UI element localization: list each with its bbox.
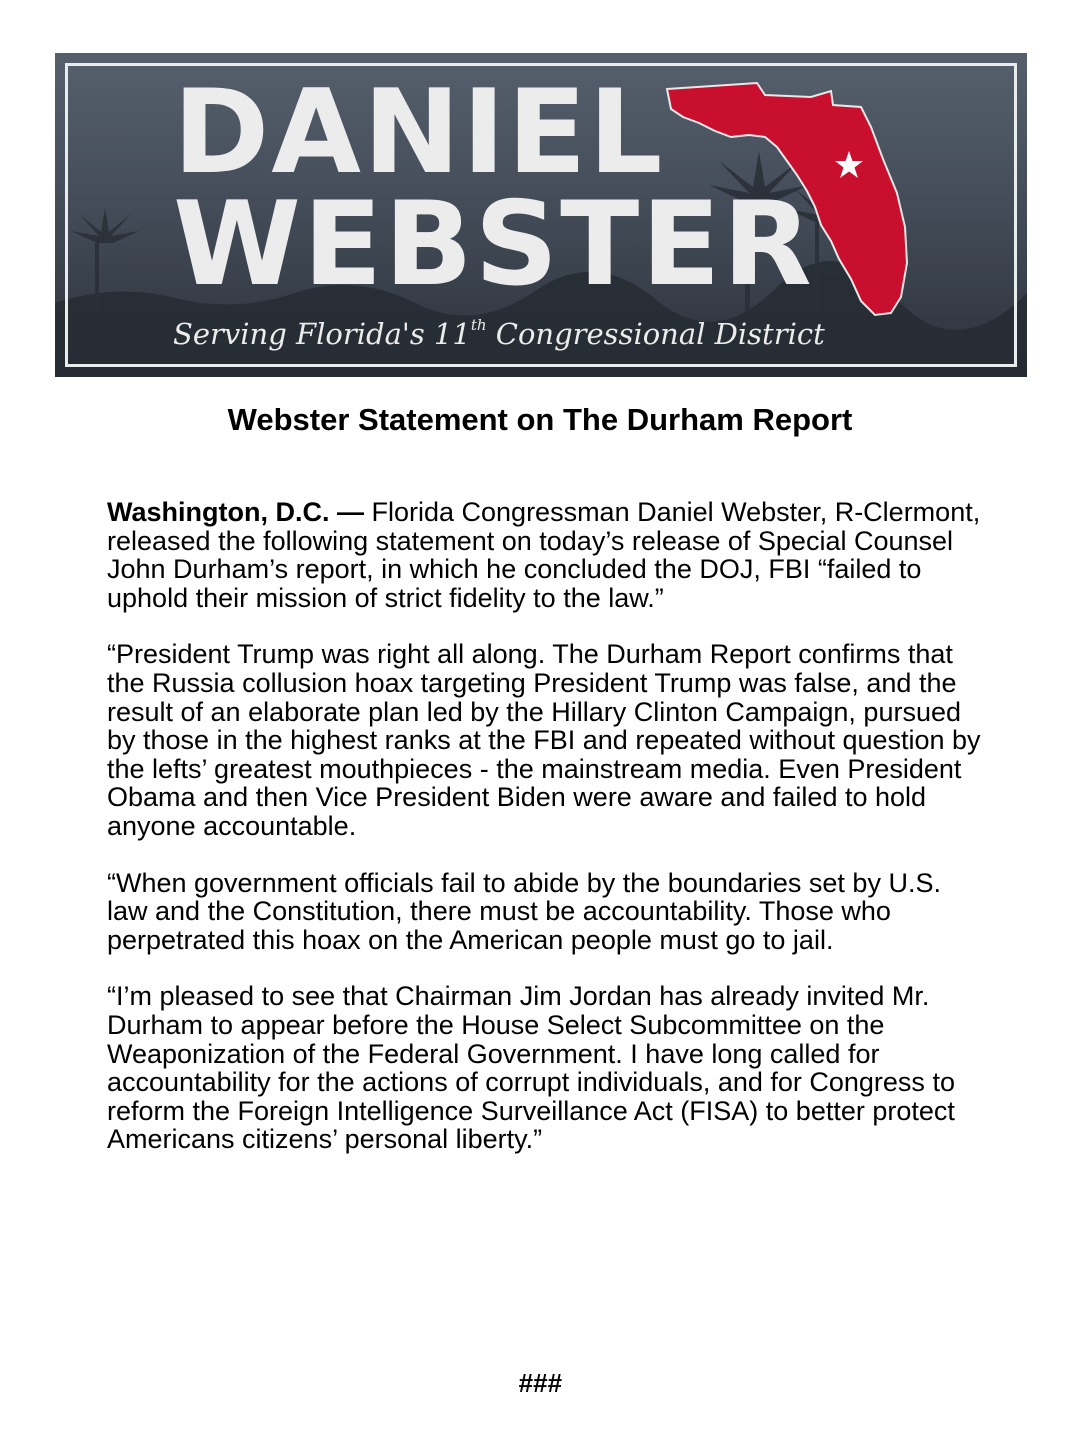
tagline-suffix: Congressional District (486, 317, 825, 351)
tagline-superscript: th (470, 316, 487, 334)
tagline-prefix: Serving Florida's 11 (173, 317, 471, 351)
end-mark: ### (518, 1368, 562, 1398)
paragraph-intro (107, 498, 987, 612)
page-title: Webster Statement on The Durham Report (227, 402, 853, 437)
paragraph-quote-3: “I’m pleased to see that Chairman Jim Jordan has already invited Mr. Durham to appear before the House Select Subcommittee on the Weaponization of the Federal Government. I have long called for accountability for the actions of corrupt individuals, and for Congress to reform the Foreign Intelligence Surveillance Act (FISA) to better protect Americans citizens’ personal liberty.” (107, 981, 955, 1155)
banner-tagline (173, 307, 973, 352)
statement-body (107, 498, 987, 1182)
intro-text: Florida Congressman Daniel Webster, R-Clermont, released the following statement on today’s release of Special Counsel John Durham’s report, in which he concluded the DOJ, FBI “failed to uphold their mission of strict fidelity to the law.” (107, 497, 981, 613)
banner-last-name: WEBSTER (173, 177, 814, 312)
dateline: Washington, D.C. — (107, 497, 364, 527)
paragraph-quote-2: “When government officials fail to abide by the boundaries set by U.S. law and the Constitution, there must be accountability. Those who perpetrated this hoax on the American people must go to jail. (107, 867, 941, 955)
paragraph-quote-1: “President Trump was right all along. The Durham Report confirms that the Russia collusion hoax targeting President Trump was false, and the result of an elaborate plan led by the Hillary Clinton Campaign, pursued by those in the highest ranks at the FBI and repeated without question by the lefts’ greatest mouthpieces - the mainstream media. Even President Obama and then Vice President Biden were aware and failed to hold anyone accountable. (107, 639, 981, 841)
header-banner (55, 53, 1027, 377)
banner-first-name: DANIEL (173, 65, 665, 200)
